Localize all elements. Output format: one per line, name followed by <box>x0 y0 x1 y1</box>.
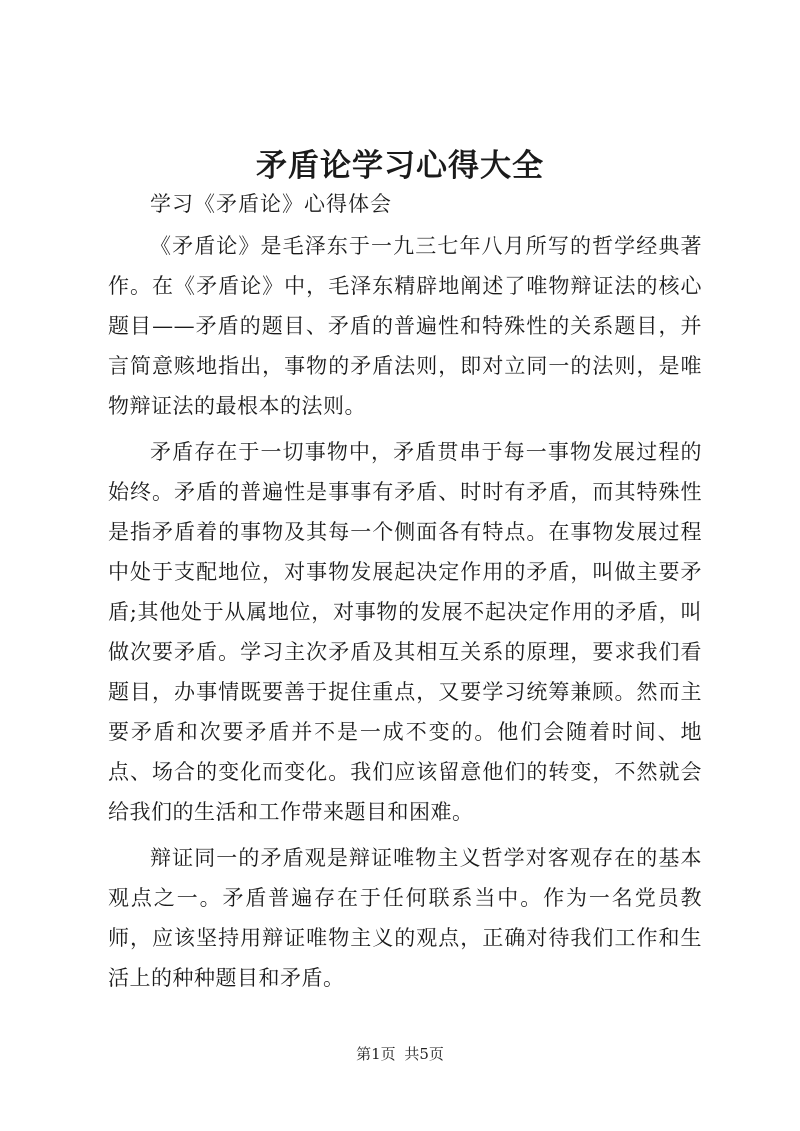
paragraph-3: 辩证同一的矛盾观是辩证唯物主义哲学对客观存在的基本观点之一。矛盾普遍存在于任何联系当中。作为一名党员教师，应该坚持用辩证唯物主义的观点，正确对待我们工作和生活上的种种题目和矛盾。 <box>108 846 702 990</box>
page-footer: 第1页 共5页 <box>356 1045 444 1063</box>
document-body <box>108 226 702 1004</box>
paragraph-2: 矛盾存在于一切事物中，矛盾贯串于每一事物发展过程的始终。矛盾的普遍性是事事有矛盾、时时有矛盾，而其特殊性是指矛盾着的事物及其每一个侧面各有特点。在事物发展过程中处于支配地位，对事物发展起决定作用的矛盾，叫做主要矛盾;其他处于从属地位，对事物的发展不起决定作用的矛盾，叫做次要矛盾。学习主次矛盾及其相互关系的原理，要求我们看题目，办事情既要善于捉住重点，又要学习统筹兼顾。然而主要矛盾和次要矛盾并不是一成不变的。他们会随着时间、地点、场合的变化而变化。我们应该留意他们的转变，不然就会给我们的生活和工作带来题目和困难。 <box>108 440 702 824</box>
paragraph-1: 《矛盾论》是毛泽东于一九三七年八月所写的哲学经典著作。在《矛盾论》中，毛泽东精辟地阐述了唯物辩证法的核心题目——矛盾的题目、矛盾的普遍性和特殊性的关系题目，并言简意赅地指出，事物的矛盾法则，即对立同一的法则，是唯物辩证法的最根本的法则。 <box>108 234 702 418</box>
document-subtitle: 学习《矛盾论》心得体会 <box>150 192 392 216</box>
document-title: 矛盾论学习心得大全 <box>256 148 544 184</box>
